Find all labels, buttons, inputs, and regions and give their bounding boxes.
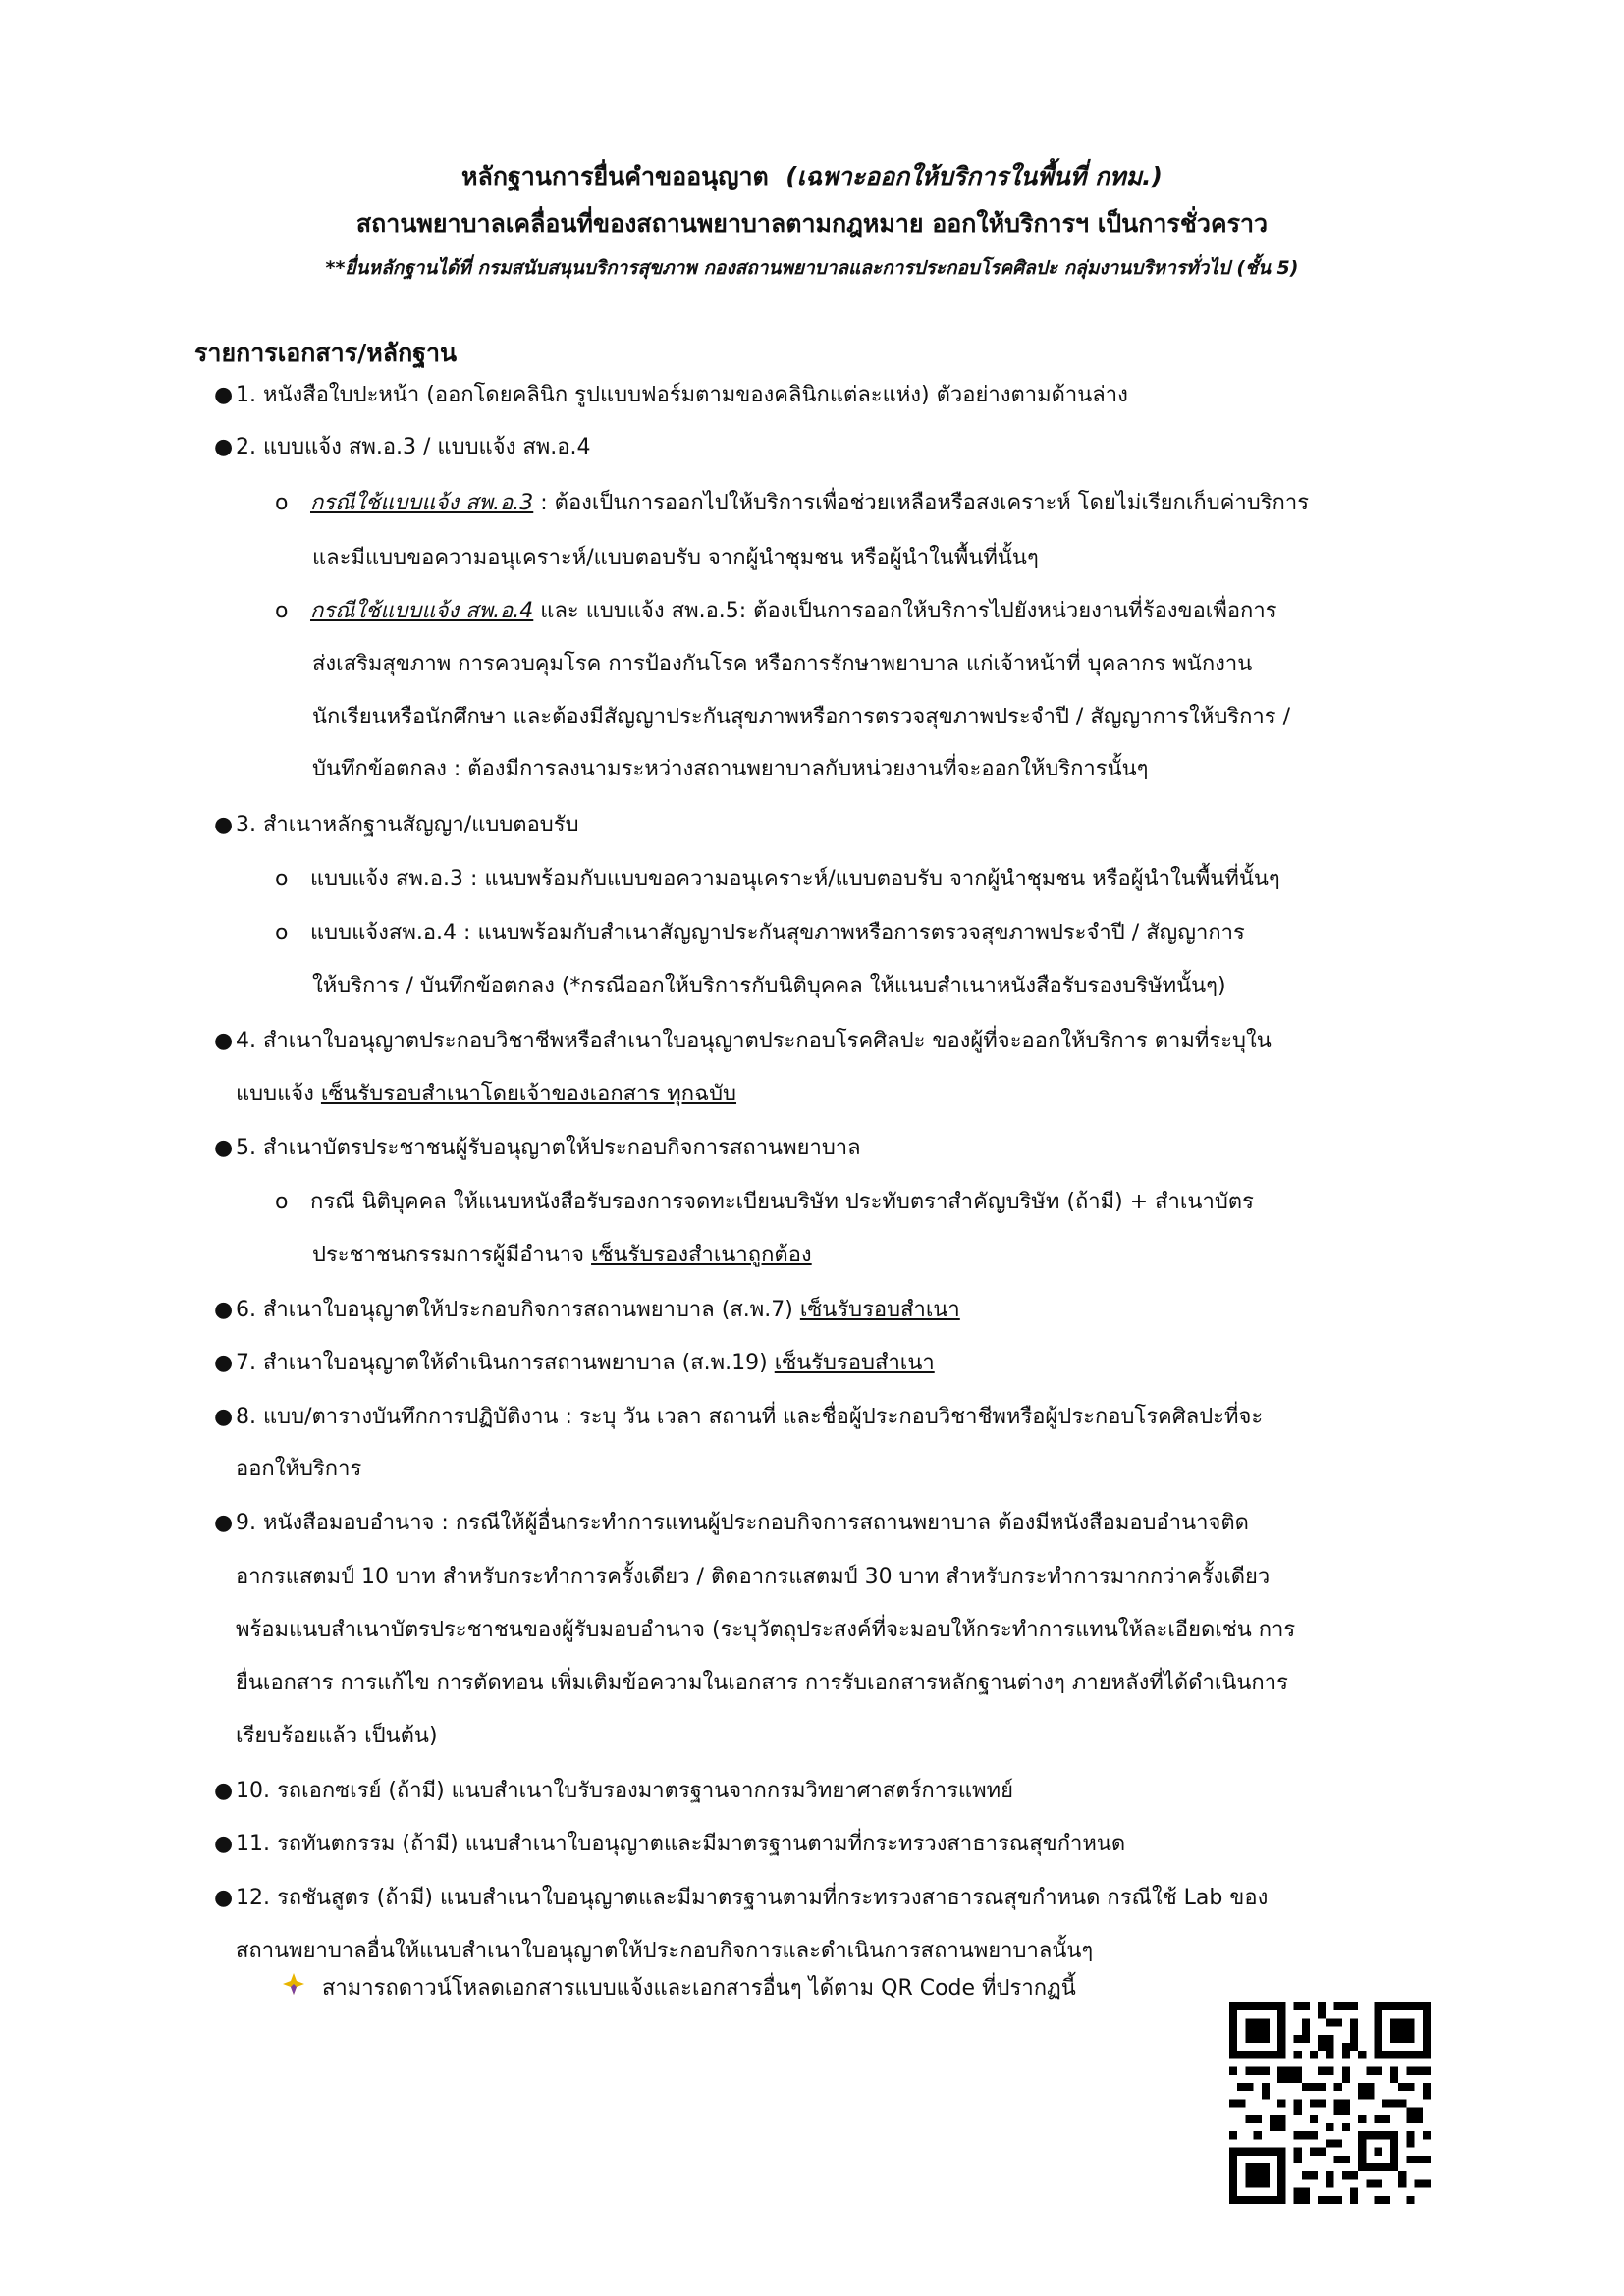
sub-list-item: o กรณีใช้แบบแจ้ง สพ.อ.3 : ต้องเป็นการออกไปให้บริการเพื่อช่วยเหลือหรือสงเคราะห์ โดยไม่เรียกเก็บค่าบริการ [275,489,1309,518]
sub-list-item-cont: ส่งเสริมสุขภาพ การควบคุมโรค การป้องกันโรค หรือการรักษาพยาบาล แก่เจ้าหน้าที่ บุคลากร พนักงาน [312,652,1253,676]
sub-list-item-cont: นักเรียนหรือนักศึกษา และต้องมีสัญญาประกันสุขภาพหรือการตรวจสุขภาพประจำปี / สัญญาการให้บริการ / [312,705,1291,729]
bullet-icon: ● [214,1886,234,1910]
list-item-cont: ออกให้บริการ [236,1457,362,1481]
sub-bullet-icon: o [275,921,289,945]
list-item-cont: พร้อมแนบสำเนาบัตรประชาชนของผู้รับมอบอำนาจ (ระบุวัตถุประสงค์ที่จะมอบให้กระทำการแทนให้ละเอียดเช่น การ [236,1618,1296,1642]
sub-list-item: o กรณีใช้แบบแจ้ง สพ.อ.4 และ แบบแจ้ง สพ.อ.5: ต้องเป็นการออกให้บริการไปยังหน่วยงานที่ร้องขอเพื่อการ [275,597,1277,626]
sub-list-item-cont: ให้บริการ / บันทึกข้อตกลง (*กรณีออกให้บริการกับนิติบุคคล ให้แนบสำเนาหนังสือรับรองบริษัทนั้นๆ) [312,974,1226,998]
qr-note: สามารถดาวน์โหลดเอกสารแบบแจ้งและเอกสารอื่นๆ ได้ตาม QR Code ที่ปรากฏนี้ [283,1970,1076,2004]
bullet-icon: ● [214,1029,234,1053]
list-item: ● 4. สำเนาใบอนุญาตประกอบวิชาชีพหรือสำเนาใบอนุญาตประกอบโรคศิลปะ ของผู้ที่จะออกให้บริการ ตามที่ระบุใน [214,1027,1272,1056]
list-item: ● 7. สำเนาใบอนุญาตให้ดำเนินการสถานพยาบาล (ส.พ.19) เซ็นรับรอบสำเนา [214,1349,935,1378]
bullet-icon: ● [214,1779,234,1803]
list-item: ● 8. แบบ/ตารางบันทึกการปฏิบัติงาน : ระบุ วัน เวลา สถานที่ และชื่อผู้ประกอบวิชาชีพหรือผู้ประกอบโรคศิลปะที่จะ [214,1403,1263,1432]
title-main: หลักฐานการยื่นคำขออนุญาต [461,162,769,190]
arrow-bullet-icon [283,1973,322,2001]
bullet-icon: ● [214,1511,234,1535]
list-item: ● 2. แบบแจ้ง สพ.อ.3 / แบบแจ้ง สพ.อ.4 [214,433,590,462]
sub-list-item: o แบบแจ้งสพ.อ.4 : แนบพร้อมกับสำเนาสัญญาประกันสุขภาพหรือการตรวจสุขภาพประจำปี / สัญญาการ [275,919,1245,948]
sub-list-item: o แบบแจ้ง สพ.อ.3 : แนบพร้อมกับแบบขอความอนุเคราะห์/แบบตอบรับ จากผู้นำชุมชน หรือผู้นำในพื้นที่นั้นๆ [275,865,1280,894]
list-item: ● 6. สำเนาใบอนุญาตให้ประกอบกิจการสถานพยาบาล (ส.พ.7) เซ็นรับรอบสำเนา [214,1296,960,1325]
list-item-cont: สถานพยาบาลอื่นให้แนบสำเนาใบอนุญาตให้ประกอบกิจการและดำเนินการสถานพยาบาลนั้นๆ [236,1939,1094,1963]
sub-list-item: o กรณี นิติบุคคล ให้แนบหนังสือรับรองการจดทะเบียนบริษัท ประทับตราสำคัญบริษัท (ถ้ามี) + สำเนาบัตร [275,1188,1254,1217]
bullet-icon: ● [214,1832,234,1856]
list-item: ● 9. หนังสือมอบอำนาจ : กรณีให้ผู้อื่นกระทำการแทนผู้ประกอบกิจการสถานพยาบาล ต้องมีหนังสือมอบอำนาจติด [214,1509,1249,1538]
list-item-cont: อากรแสตมป์ 10 บาท สำหรับกระทำการครั้งเดียว / ติดอากรแสตมป์ 30 บาท สำหรับกระทำการมากกว่าครั้งเดียว [236,1565,1271,1589]
bullet-icon: ● [214,1351,234,1375]
sub-bullet-icon: o [275,491,289,515]
document-title [0,157,1624,196]
sub-list-item-cont: และมีแบบขอความอนุเคราะห์/แบบตอบรับ จากผู้นำชุมชน หรือผู้นำในพื้นที่นั้นๆ [312,546,1039,570]
list-item: ● 12. รถชันสูตร (ถ้ามี) แนบสำเนาใบอนุญาตและมีมาตรฐานตามที่กระทรวงสาธารณสุขกำหนด กรณีใช้ Lab ของ [214,1884,1268,1913]
list-item-cont: ยื่นเอกสาร การแก้ไข การตัดทอน เพิ่มเติมข้อความในเอกสาร การรับเอกสารหลักฐานต่างๆ ภายหลังที่ได้ดำเนินการ [236,1671,1288,1695]
bullet-icon: ● [214,435,234,459]
list-item: ● 3. สำเนาหลักฐานสัญญา/แบบตอบรับ [214,811,579,840]
list-item: ● 5. สำเนาบัตรประชาชนผู้รับอนุญาตให้ประกอบกิจการสถานพยาบาล [214,1134,861,1163]
list-item-cont: แบบแจ้ง เซ็นรับรอบสำเนาโดยเจ้าของเอกสาร ทุกฉบับ [236,1082,737,1106]
submission-note: **ยื่นหลักฐานได้ที่ กรมสนับสนุนบริการสุขภาพ กองสถานพยาบาลและการประกอบโรคศิลปะ กลุ่มงานบริหารทั่วไป (ชั้น 5) [325,257,1299,279]
sub-list-item-cont: บันทึกข้อตกลง : ต้องมีการลงนามระหว่างสถานพยาบาลกับหน่วยงานที่จะออกให้บริการนั้นๆ [312,757,1149,781]
list-item: ● 10. รถเอกซเรย์ (ถ้ามี) แนบสำเนาใบรับรองมาตรฐานจากกรมวิทยาศาสตร์การแพทย์ [214,1777,1013,1806]
list-item: ● 1. หนังสือใบปะหน้า (ออกโดยคลินิก รูปแบบฟอร์มตามของคลินิกแต่ละแห่ง) ตัวอย่างตามด้านล่าง [214,381,1128,410]
bullet-icon: ● [214,383,234,407]
bullet-icon: ● [214,813,234,837]
list-item: ● 11. รถทันตกรรม (ถ้ามี) แนบสำเนาใบอนุญาตและมีมาตรฐานตามที่กระทรวงสาธารณสุขกำหนด [214,1830,1125,1859]
sub-bullet-icon: o [275,1190,289,1214]
sub-list-item-cont: ประชาชนกรรมการผู้มีอำนาจ เซ็นรับรองสำเนาถูกต้อง [312,1243,812,1267]
title-note: (เฉพาะออกให้บริการในพื้นที่ กทม.) [785,162,1163,190]
sub-bullet-icon: o [275,599,289,623]
list-item-cont: เรียบร้อยแล้ว เป็นต้น) [236,1724,438,1748]
sub-bullet-icon: o [275,867,289,891]
qr-code-icon[interactable] [1229,2002,1431,2204]
bullet-icon: ● [214,1298,234,1322]
document-subtitle: สถานพยาบาลเคลื่อนที่ของสถานพยาบาลตามกฎหมาย ออกให้บริการฯ เป็นการชั่วคราว [355,209,1269,238]
bullet-icon: ● [214,1405,234,1429]
section-title: รายการเอกสาร/หลักฐาน [194,339,458,367]
bullet-icon: ● [214,1136,234,1160]
